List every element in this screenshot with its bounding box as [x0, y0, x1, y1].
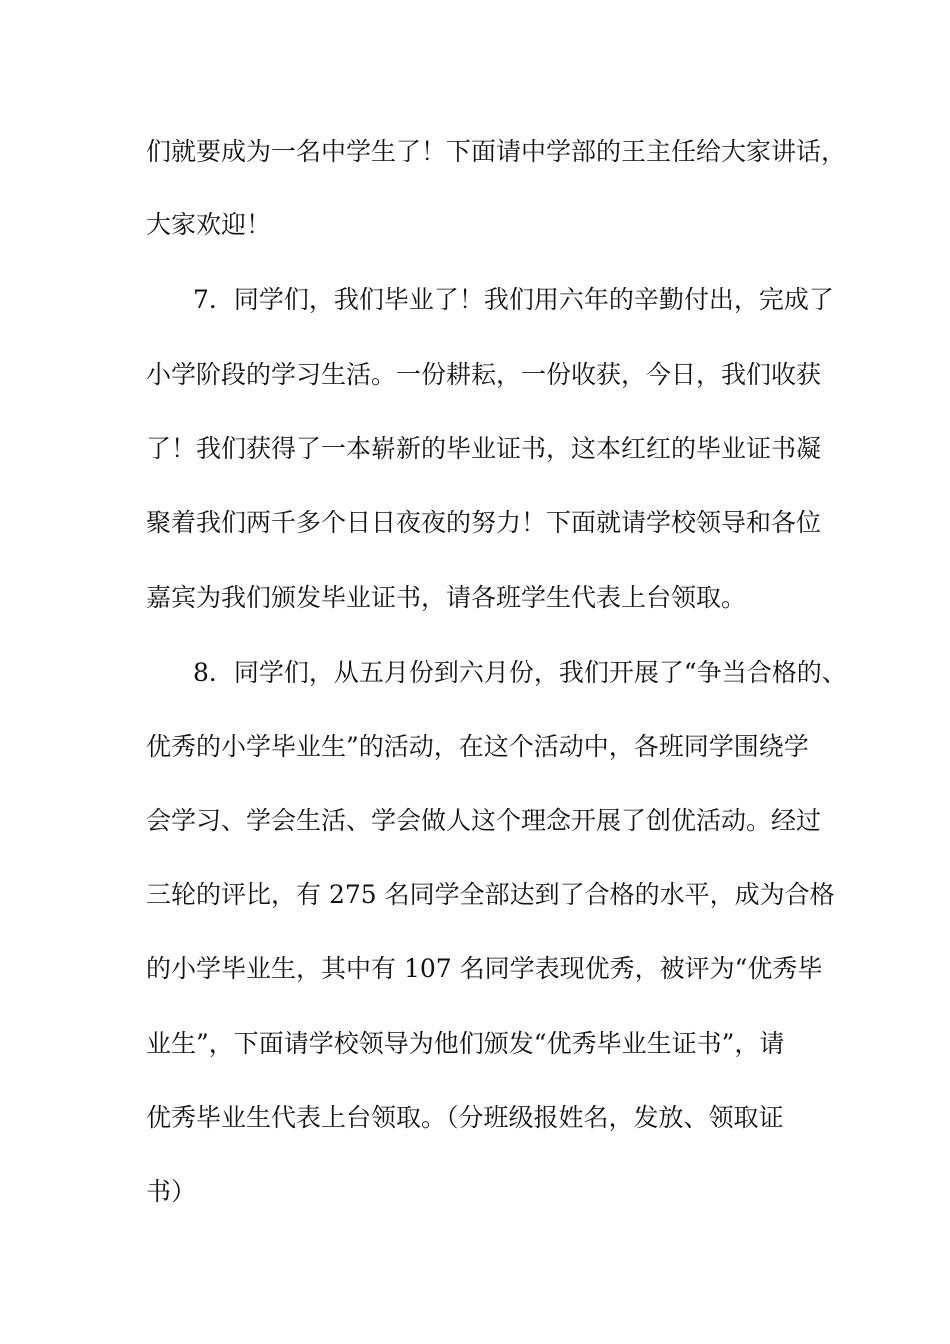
- text-line: 优秀的小学毕业生”的活动，在这个活动中，各班同学围绕学: [146, 732, 809, 761]
- text-line: 们就要成为一名中学生了！下面请中学部的王主任给大家讲话，: [146, 137, 847, 166]
- text-line: 业生”，下面请学校领导为他们颁发“优秀毕业生证书”，请: [146, 1029, 785, 1058]
- text-line: 优秀毕业生代表上台领取。（分班级报姓名，发放、领取证: [146, 1103, 784, 1132]
- text-line: 聚着我们两千多个日日夜夜的努力！下面就请学校领导和各位: [146, 508, 822, 537]
- text-line: 书）: [146, 1177, 197, 1206]
- text-line: 三轮的评比，有 275 名同学全部达到了合格的水平，成为合格: [146, 880, 835, 909]
- paragraph-8-first-line: 8．同学们，从五月份到六月份，我们开展了“争当合格的、: [193, 658, 847, 687]
- text-line: 小学阶段的学习生活。一份耕耘，一份收获，今日，我们收获: [146, 360, 822, 389]
- paragraph-7-first-line: 7．同学们，我们毕业了！我们用六年的辛勤付出，完成了: [193, 285, 834, 314]
- text-line: 了！我们获得了一本崭新的毕业证书，这本红红的毕业证书凝: [146, 434, 822, 463]
- text-line: 嘉宾为我们颁发毕业证书，请各班学生代表上台领取。: [146, 583, 747, 612]
- text-line: 大家欢迎！: [146, 210, 272, 239]
- text-line: 的小学毕业生，其中有 107 名同学表现优秀，被评为“优秀毕: [146, 954, 823, 983]
- text-line: 会学习、学会生活、学会做人这个理念开展了创优活动。经过: [146, 806, 822, 835]
